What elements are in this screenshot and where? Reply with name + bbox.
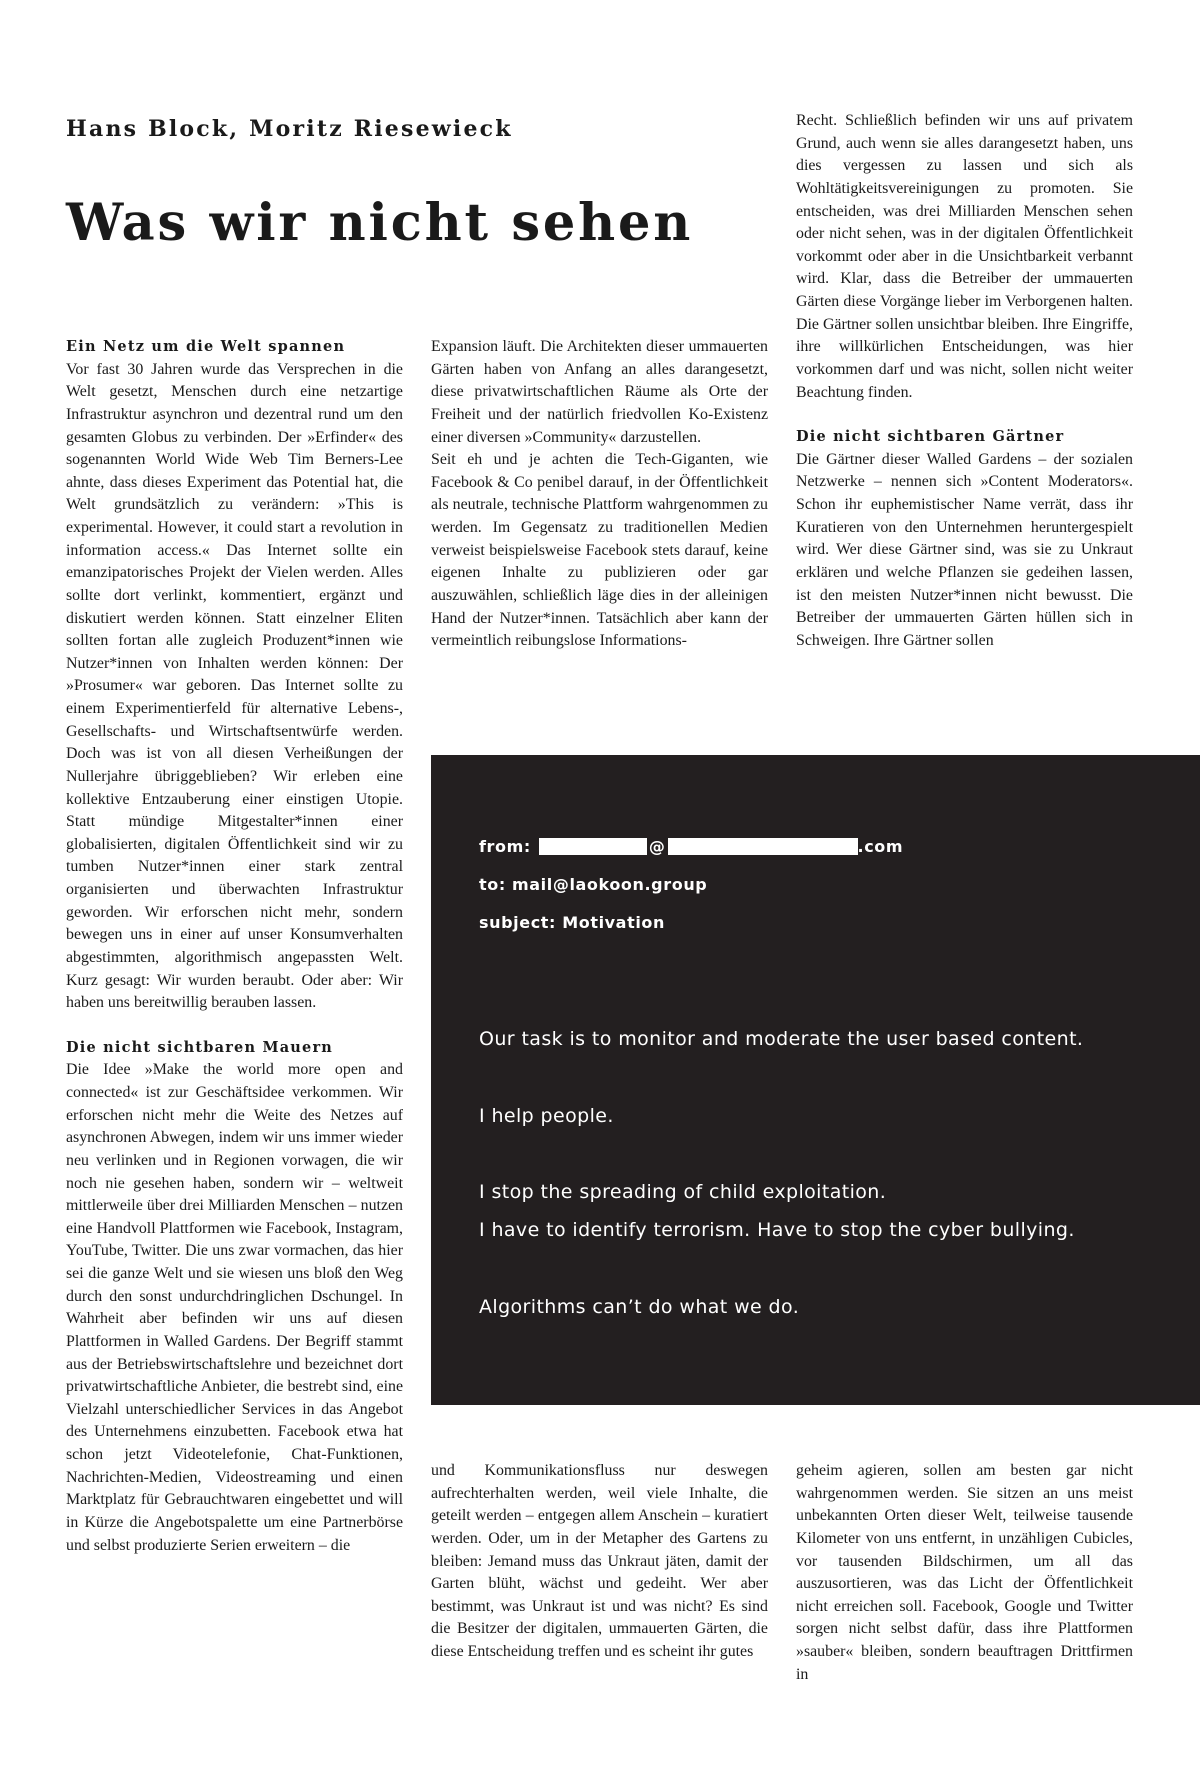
email-body-line: I stop the spreading of child exploitation. [479, 1181, 887, 1203]
email-quote-box [431, 755, 1200, 1405]
body-paragraph: Die Gärtner dieser Walled Gardens – der sozialen Netzwerke – nennen sich »Content Moderators«. Schon ihr euphemistischer Name verrät, dass ihr Kuratieren von den Unternehmen heruntergespielt wird. Wer diese Gärtner sind, was sie zu Unkraut erklären und welche Pflanzen sie gedeihen lassen, ist den meisten Nutzer*innen nicht bewusst. Die Betreiber der ummauerten Gärten hüllen sich in Schweigen. Ihre Gärtner sollen [796, 450, 1133, 649]
body-paragraph: Expansion läuft. Die Architekten dieser ummauerten Gärten haben von Anfang an alles darangesetzt, diese privatwirtschaftlichen Räume als Orte der Freiheit und der natürlich friedvollen Ko-Existenz einer diversen »Community« darzustellen. [431, 338, 768, 446]
email-subject-line: subject: Motivation [479, 913, 665, 932]
email-to-line: to: mail@laokoon.group [479, 875, 708, 894]
email-body-line: Our task is to monitor and moderate the user based content. [479, 1028, 1084, 1050]
article-column-4 [431, 1460, 768, 1700]
section-heading-netz: Ein Netz um die Welt spannen [66, 338, 346, 355]
article-column-5 [796, 1460, 1133, 1700]
body-paragraph: Recht. Schließlich befinden wir uns auf privatem Grund, auch wenn sie alles darangesetzt haben, uns dies vergessen zu lassen und sich als Wohltätigkeitsvereinigungen zu promoten. Sie entscheiden, was drei Milliarden Menschen sehen oder nicht sehen, was in der digitalen Öffentlichkeit vorkommt oder aber in die Unsichtbarkeit verbannt wird. Klar, dass die Betreiber der ummauerten Gärten diese Vorgänge lieber im Verborgenen halten. Die Gärtner sollen unsichtbar bleiben. Ihre Eingriffe, ihre willkürlichen Entscheidungen, was hier vorkommen darf und was nicht, sollen nicht weiter Beachtung finden. [796, 112, 1133, 401]
email-from-label: from: [479, 837, 531, 856]
redacted-name-bar [539, 838, 647, 855]
redacted-domain-bar [668, 838, 858, 855]
body-paragraph: Die Idee »Make the world more open and connected« ist zur Geschäftsidee verkommen. Wir erforschen nicht mehr die Weite des Netzes auf asynchronen Abwegen, indem wir uns immer wieder neu verlinken und in Regionen vorwagen, die wir noch nie gesehen haben, sondern wir – weltweit mittlerweile über drei Milliarden Menschen – nutzen eine Handvoll Plattformen wie Facebook, Instagram, YouTube, Twitter. Die uns zwar vormachen, das hier sei die ganze Welt und sie wiesen uns bloß den Weg durch den sonst undurchdringlichen Dschungel. In Wahrheit aber befinden wir uns auf diesen Plattformen in Walled Gardens. Der Begriff stammt aus der Betriebswirtschaftslehre und bezeichnet dort privatwirtschaftliche Anbieter, die bestrebt sind, eine Vielzahl unterschiedlicher Services in das Angebot des Unternehmens einzubetten. Facebook etwa hat schon jetzt Videotelefonie, Chat-Funktionen, Nachrichten-Medien, Videostreaming und einen Marktplatz für Gebrauchtwaren eingebettet und will in Kürze die Angebotspalette um eine Partnerbörse und selbst produzierte Serien erweitern – die [66, 1061, 403, 1554]
body-paragraph: und Kommunikationsfluss nur deswegen aufrechterhalten werden, weil viele Inhalte, die geteilt werden – entgegen allem Anschein – kuratiert werden. Oder, um in der Metapher des Gartens zu bleiben: Jemand muss das Unkraut jäten, damit der Garten blüht, wächst und gedeiht. Wer aber bestimmt, was Unkraut ist und was nicht? Es sind die Besitzer der digitalen, ummauerten Gärten, die diese Entscheidung treffen und es scheint ihr gutes [431, 1462, 768, 1660]
email-domain-suffix: .com [857, 837, 904, 856]
email-body-line: Algorithms can’t do what we do. [479, 1296, 800, 1318]
article-column-1 [66, 336, 403, 1696]
body-paragraph: Seit eh und je achten die Tech-Giganten, wie Facebook & Co penibel darauf, in der Öffentlichkeit als neutrale, technische Plattform wahrgenommen zu werden. Im Gegensatz zu traditionellen Medien verweist beispielsweise Facebook stets darauf, keine eigenen Inhalte zu publizieren oder gar auszuwählen, schließlich läge dies in der alleinigen Hand der Nutzer*innen. Tatsächlich aber kann der vermeintlich reibungslose Informations- [431, 451, 768, 650]
article-column-3 [796, 110, 1133, 702]
email-body-line: I have to identify terrorism. Have to stop the cyber bullying. [479, 1219, 1075, 1241]
email-from-line [479, 837, 903, 857]
author-names: Hans Block, Moritz Riesewieck [66, 116, 513, 142]
email-at-sign: @ [648, 837, 666, 856]
article-column-2 [431, 336, 768, 702]
section-heading-mauern: Die nicht sichtbaren Mauern [66, 1038, 334, 1056]
email-body-line: I help people. [479, 1105, 614, 1127]
body-paragraph: Vor fast 30 Jahren wurde das Versprechen in die Welt gesetzt, Menschen durch eine netzartige Infrastruktur asynchron und dezentral rund um den gesamten Globus zu verbinden. Der »Erfinder« des sogenannten World Wide Web Tim Berners-Lee ahnte, dass dieses Experiment das Potential hat, die Welt grundsätzlich zu verändern: »This is experimental. However, it could start a revolution in information access.« Das Internet sollte ein emanzipatorisches Projekt der Vielen werden. Alles sollte dort verlinkt, kommentiert, ergänzt und diskutiert werden können. Statt einzelner Eliten sollten fortan alle zugleich Produzent*innen wie Nutzer*innen von Inhalten werden können: Der »Prosumer« war geboren. Das Internet sollte zu einem Experimentierfeld für alternative Lebens-, Gesellschafts- und Wirtschaftsentwürfe werden. Doch was ist von all diesen Verheißungen der Nullerjahre übriggeblieben? Wir erleben eine kollektive Entzauberung einer einstigen Utopie. Statt mündige Mitgestalter*innen einer globalisierten, digitalen Öffentlichkeit sind wir zu tumben Nutzer*innen einer stark zentral organisierten und überwachten Infrastruktur geworden. Wir erforschen nicht mehr, sondern bewegen uns in einer auf unser Konsumverhalten abgestimmten, algorithmisch angepassten Welt. Kurz gesagt: Wir wurden beraubt. Oder aber: Wir haben uns bereitwillig berauben lassen. [66, 360, 403, 1012]
article-title: Was wir nicht sehen [66, 193, 694, 253]
section-heading-gaertner: Die nicht sichtbaren Gärtner [796, 428, 1065, 446]
body-paragraph: geheim agieren, sollen am besten gar nicht wahrgenommen werden. Sie sitzen an uns meist unbekannten Orten dieser Welt, teilweise tausende Kilometer von uns entfernt, in unzähligen Cubicles, vor tausenden Bildschirmen, um all das auszusortieren, was das Licht der Öffentlichkeit nicht erreichen soll. Facebook, Google und Twitter sorgen nicht selbst dafür, dass ihre Plattformen »sauber« bleiben, sondern beauftragen Drittfirmen in [796, 1462, 1133, 1683]
